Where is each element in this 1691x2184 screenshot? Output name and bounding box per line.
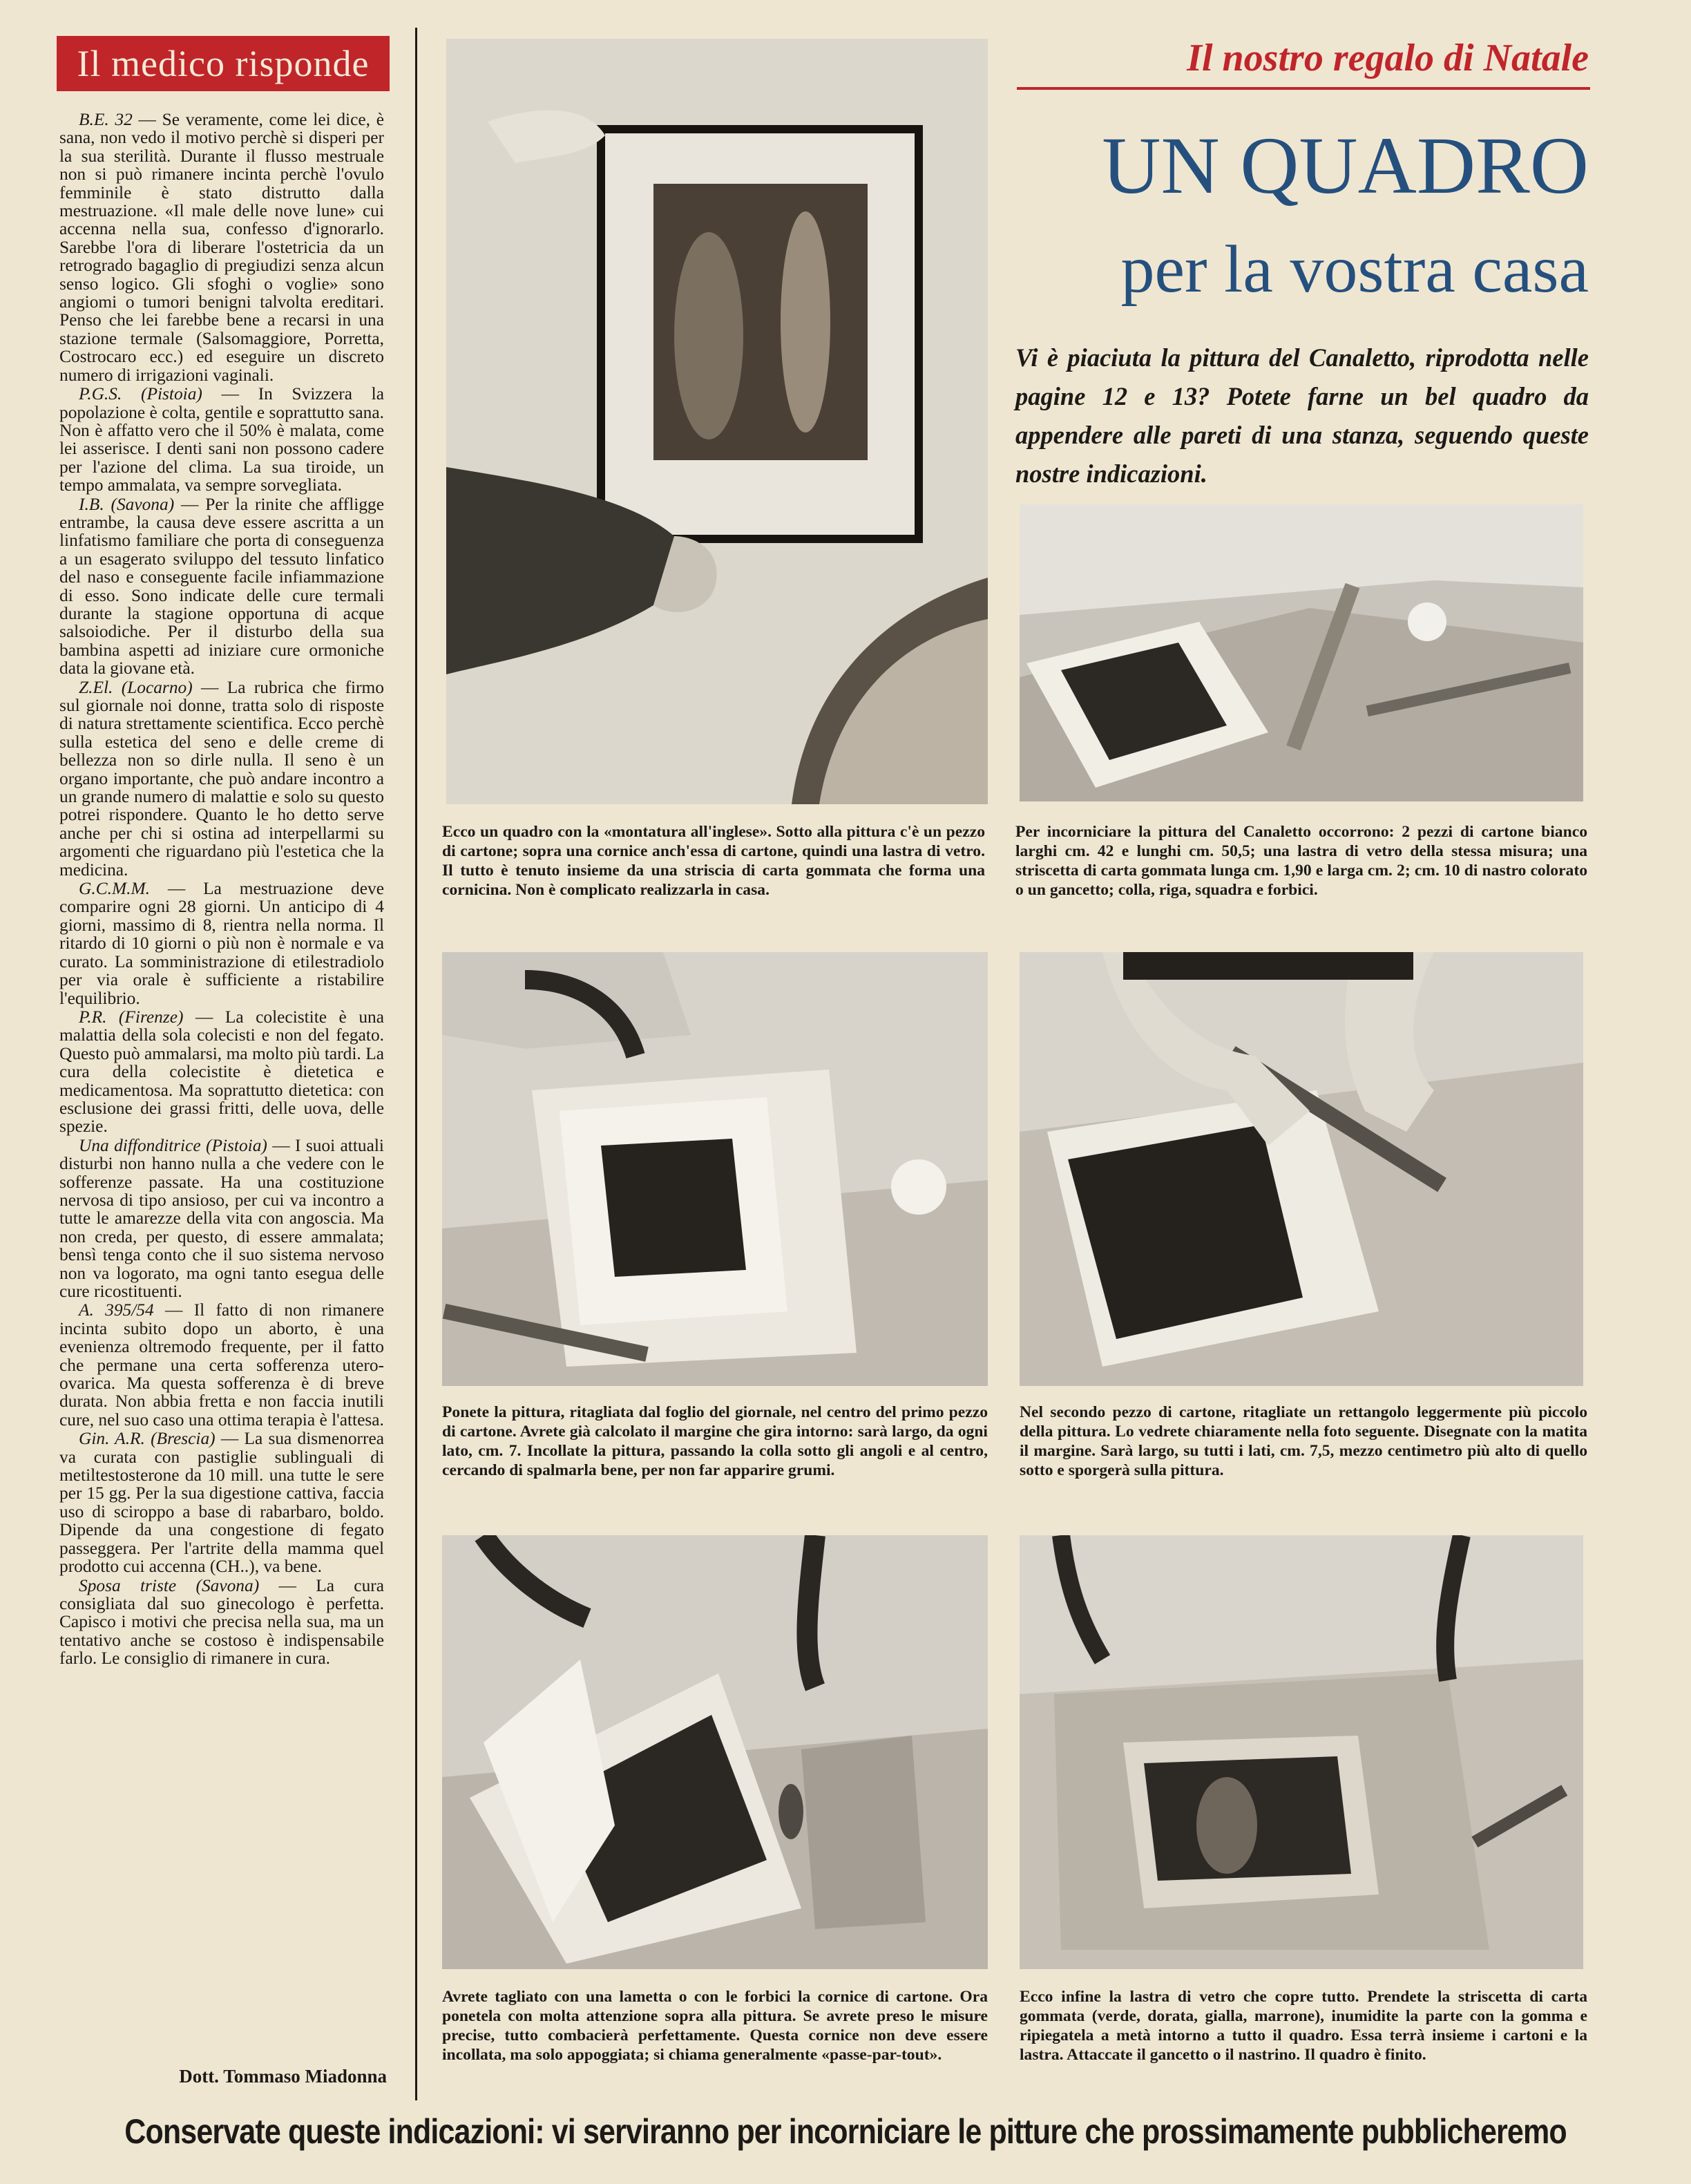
letter-text: — La cura consigliata dal suo ginecologo è perfetta. Capisco i motivi che precisa nella sua, ma un tentativo anche se costoso è indispensabile farlo. Le consiglio di rimanere in cura. bbox=[59, 1575, 384, 1669]
article-kicker: Il nostro regalo di Natale bbox=[1187, 37, 1589, 79]
letter bbox=[59, 1301, 384, 1429]
letter-text: — La mestruazione deve comparire ogni 28 giorni. Un anticipo di 4 giorni, massimo di 8, rientra nella norma. Il ritardo di 10 giorni o più non è normale e va curato. La somministrazione di etilestradiolo per via orale è sufficiente a ristabilire l'equilibrio. bbox=[59, 879, 384, 1008]
step-5-caption: Avrete tagliato con una lametta o con le forbici la cornice di cartone. Ora ponetela con molta attenzione sopra alla pittura. Se avrete preso le misure precise, tutto combacierà perfettamente. Questa cornice non deve essere incollata, ma solo appoggiata; si chiama generalmente «passe-par-tout». bbox=[442, 1988, 988, 2064]
letter-author: Gin. A.R. (Brescia) bbox=[79, 1429, 216, 1449]
step-1-caption: Ecco un quadro con la «montatura all'inglese». Sotto alla pittura c'è un pezzo di cartone; sopra una cornice anch'essa di cartone, quindi una lastra di vetro. Il tutto è tenuto insieme da una striscia di carta gommata che forma una cornicina. Non è complicato realizzarla in casa. bbox=[442, 823, 985, 899]
letter-text: — Il fatto di non rimanere incinta subito dopo un aborto, è una evenienza oltremodo frequente, per il fatto che permane una certa sofferenza utero-ovarica. Ma questa sofferenza è di breve durata. Non abbia fretta e non faccia inutili cure, nel suo caso una ottima terapia è l'attesa. bbox=[59, 1300, 384, 1430]
medico-signature: Dott. Tommaso Miadonna bbox=[179, 2066, 387, 2087]
photo-draw-margin bbox=[1020, 952, 1583, 1386]
letter-text: — I suoi attuali disturbi non hanno nulla a che vedere con le sofferenze passate. Ha una costituzione nervosa di tipo ansioso, per cui va incontro a tutte le amarezze della vita con angoscia. Ma non creda, per questo, di essere ammalata; bensì tenga conto che il suo sistema nervoso non va logorato, ma ogni tanto esegua delle cure ricostituenti. bbox=[59, 1135, 384, 1301]
letter bbox=[59, 385, 384, 494]
step-2-caption: Per incorniciare la pittura del Canaletto occorrono: 2 pezzi di cartone bianco larghi cm. 42 e lunghi cm. 50,5; una lastra di vetro della stessa misura; una striscetta di carta gommata lunga cm. 1,90 e larga cm. 2; cm. 10 di nastro colorato o un gancetto; colla, riga, squadra e forbici. bbox=[1015, 823, 1587, 899]
step-3-caption: Ponete la pittura, ritagliata dal foglio del giornale, nel centro del primo pezzo di cartone. Avrete già calcolato il margine che gira intorno: sarà largo, da ogni lato, cm. 7. Incollate la pittura, passando la colla sotto gli angoli e al centro, cercando di spalmarla bene, per non far apparire grumi. bbox=[442, 1403, 988, 1479]
letter-author: Sposa triste (Savona) bbox=[79, 1575, 260, 1595]
photo-glue-picture bbox=[442, 952, 988, 1386]
letter bbox=[59, 1008, 384, 1136]
letter-author: I.B. (Savona) bbox=[79, 494, 175, 514]
letter-author: B.E. 32 bbox=[79, 110, 133, 129]
photo-materials-image bbox=[1020, 504, 1583, 801]
letter-author: A. 395/54 bbox=[79, 1300, 154, 1320]
photo-passe-par-tout bbox=[442, 1535, 988, 1969]
letter-text: — Se veramente, come lei dice, è sana, non vedo il motivo perchè si disperi per la sua sterilità. Durante il flusso mestruale non si può rimanere incinta perchè l'ovulo femminile è stato distrutto dalla mestruazione. «Il male delle nove lune» cui accenna nella sua, confesso d'ignorarlo. Sarebbe l'ora di liberare l'ostetricia da un retrogrado bagaglio di pregiudizi senza alcun senso logico. Gli sfoghi o voglie» sono angiomi o tumori benigni talvolta ereditari. Penso che lei farebbe bene a recarsi in una stazione termale (Salsomaggiore, Porretta, Costrocaro ecc.) ed eseguire un discreto numero di irrigazioni vaginali. bbox=[59, 110, 384, 385]
letter-text: — La colecistite è una malattia della sola colecisti e non del fegato. Questo può ammalarsi, ma molto più tardi. La cura della colecistite è dietetica e medicamentosa. Ma soprattutto dietetica: con esclusione dei grassi fritti, delle uova, delle spezie. bbox=[59, 1007, 384, 1137]
article-intro: Vi è piaciuta la pittura del Canaletto, riprodotta nelle pagine 12 e 13? Potete farne un bel quadro da appendere alle pareti di una stanza, seguendo queste nostre indicazioni. bbox=[1015, 343, 1589, 488]
step-6-caption: Ecco infine la lastra di vetro che copre tutto. Prendete la striscetta di carta gommata (verde, dorata, gialla, marrone), inumidite la parte con la gomma e ripiegatela a metà intorno a tutto il quadro. Essa terrà insieme i cartoni e la lastra. Attaccate il gancetto o il nastrino. Il quadro è finito. bbox=[1020, 1988, 1587, 2064]
photo-glass-and-tape-image bbox=[1020, 1535, 1583, 1969]
photo-draw-margin-image bbox=[1020, 952, 1583, 1386]
letter-author: P.R. (Firenze) bbox=[79, 1007, 184, 1027]
letter-text: — La sua dismenorrea va curata con pastiglie sublinguali di metiltestosterone da 10 mill. una tutte le sere per 15 gg. Per la sua digestione cattiva, faccia uso di sciroppo a base di rabarbaro, boldo. Dipende da una congestione di fegato passeggera. Per l'artrite della mamma quel prodotto cui accenna (CH..), va bene. bbox=[59, 1429, 384, 1577]
photo-framed-picture bbox=[446, 39, 988, 804]
step-4-caption: Nel secondo pezzo di cartone, ritagliate un rettangolo leggermente più piccolo della pittura. Lo vedrete chiaramente nella foto seguente. Disegnate con la matita il margine. Sarà largo, su tutti i lati, cm. 7,5, mezzo centimetro più alto di quello sotto e sporgerà sulla pittura. bbox=[1020, 1403, 1587, 1479]
letter bbox=[59, 1430, 384, 1575]
medico-letters bbox=[59, 111, 384, 2093]
letter-author: P.G.S. (Pistoia) bbox=[79, 384, 202, 404]
letter-author: Una diffonditrice (Pistoia) bbox=[79, 1135, 267, 1155]
letter-author: G.C.M.M. bbox=[79, 879, 150, 899]
medico-column-header: Il medico risponde bbox=[57, 36, 390, 91]
kicker-rule bbox=[1017, 87, 1590, 90]
letter bbox=[59, 111, 384, 384]
photo-glass-and-tape bbox=[1020, 1535, 1583, 1969]
photo-framed-picture-image bbox=[446, 39, 988, 804]
letter-text: — In Svizzera la popolazione è colta, gentile e soprattutto sana. Non è affatto vero che il 50% è malata, come lei asserisce. I denti sani non possono cadere per l'azione del clima. La sua tiroide, un tempo ammalata, va sempre sorvegliata. bbox=[59, 384, 384, 495]
headline-line-1: UN QUADRO bbox=[1102, 120, 1589, 211]
letter-text: — Per la rinite che affligge entrambe, la causa deve essere ascritta a un linfatismo familiare che porta di conseguenza a un esagerato sviluppo del tessuto linfatico del naso e conseguente facile infiammazione di esso. Sono indicate delle cure termali durante la stagione opportuna di acque salsoiodiche. Per il disturbo della sua bambina aspetti ad iniziare cure ormoniche data la giovane età. bbox=[59, 494, 384, 678]
letter bbox=[59, 1137, 384, 1301]
photo-passe-par-tout-image bbox=[442, 1535, 988, 1969]
photo-glue-picture-image bbox=[442, 952, 988, 1386]
letter bbox=[59, 495, 384, 678]
column-divider bbox=[415, 28, 417, 2100]
letter-author: Z.El. (Locarno) bbox=[79, 677, 193, 697]
footer-note: Conservate queste indicazioni: vi serviranno per incorniciare le pitture che prossimamente pubblicheremo bbox=[124, 2112, 1567, 2151]
letter bbox=[59, 1577, 384, 1668]
photo-materials bbox=[1020, 504, 1583, 801]
letter bbox=[59, 880, 384, 1007]
letter bbox=[59, 678, 384, 879]
letter-text: — La rubrica che firmo sul giornale noi donne, tratta solo di risposte di natura strettamente scientifica. Ecco perchè sulla estetica del seno e delle creme di bellezza non so dirle nulla. Il seno è un organo importante, che può andare incontro a un grande numero di malattie e solo su questo potrei rispondere. Quanto le ho detto serve anche per chi si ostina ad interpellarmi su argomenti che riguardano più l'estetica che la medicina. bbox=[59, 677, 384, 880]
headline-line-2: per la vostra casa bbox=[1120, 232, 1589, 307]
